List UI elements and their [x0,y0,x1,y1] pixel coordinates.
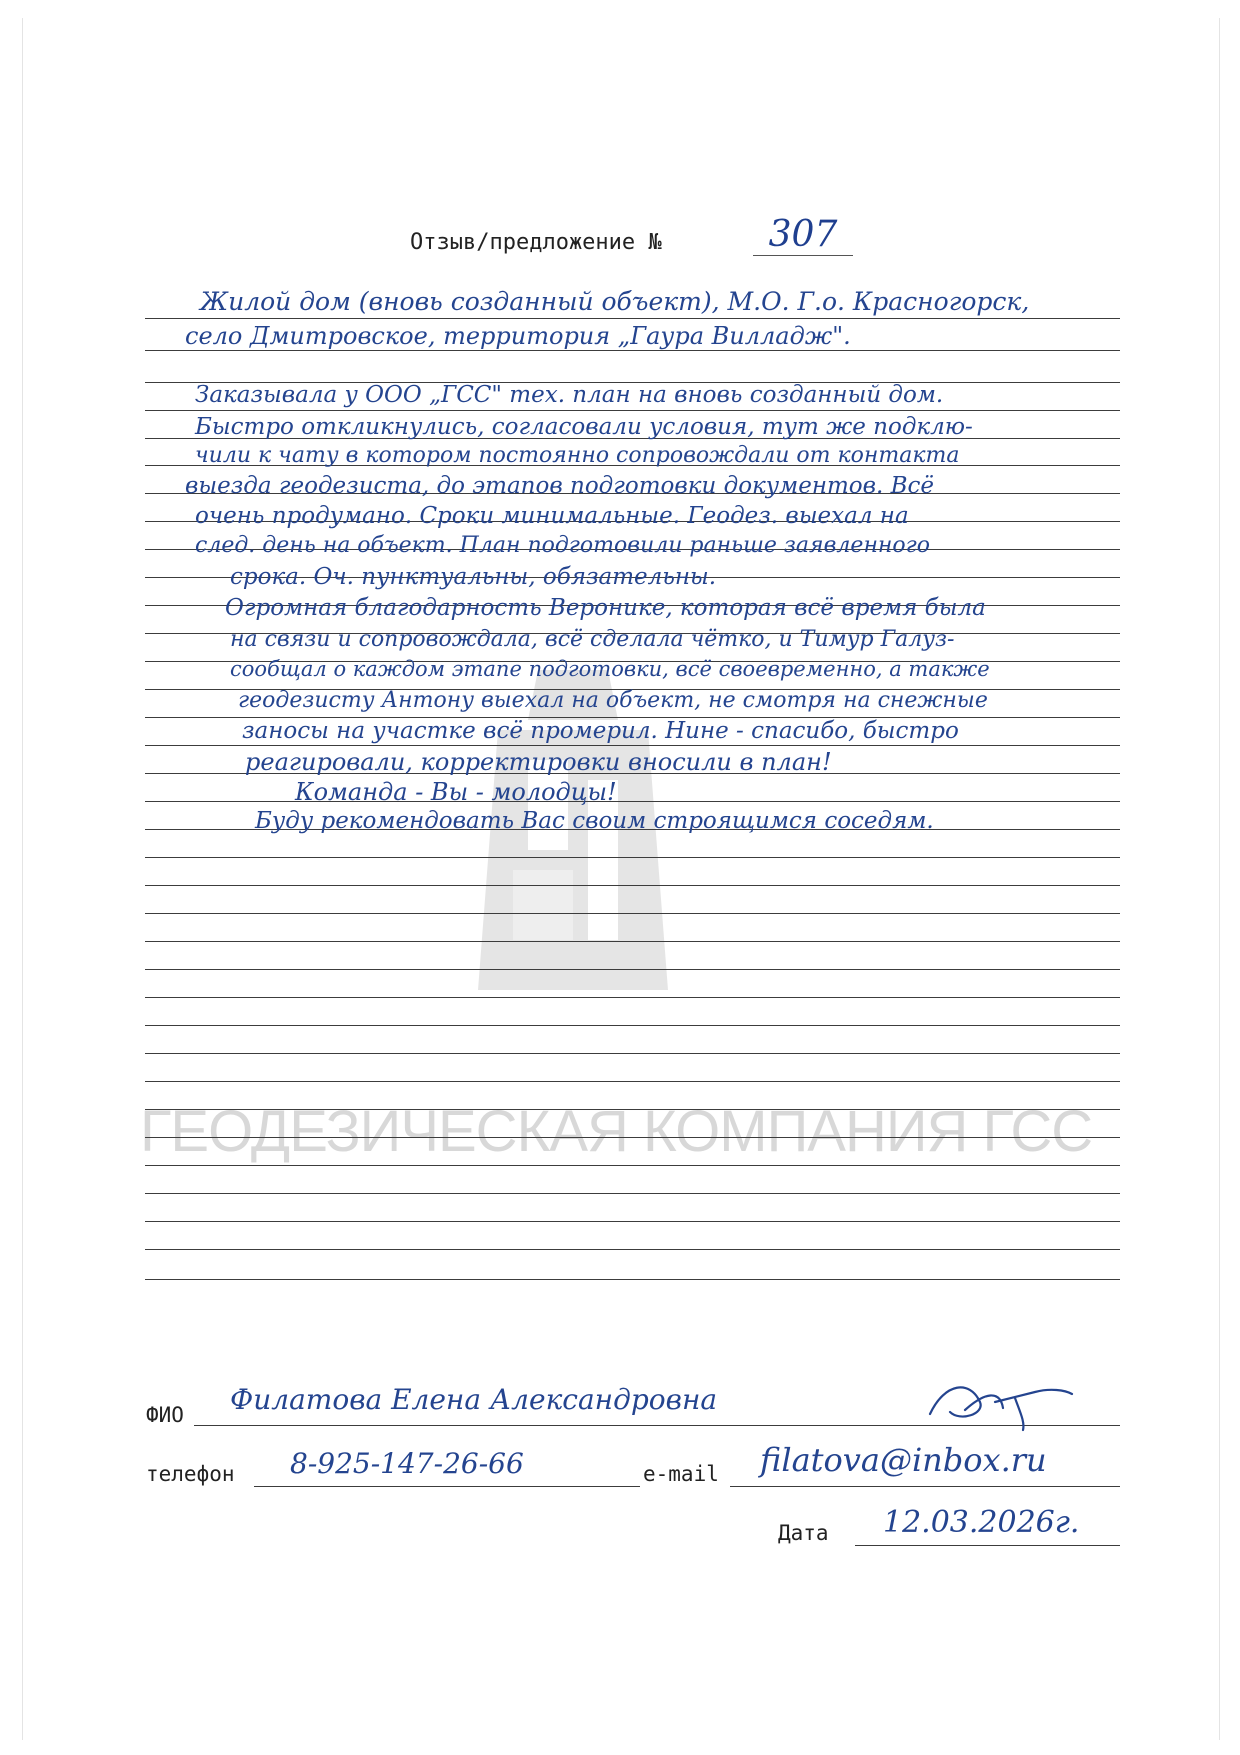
review-line: заносы на участке всё промерил. Нине - спасибо, быстро [242,718,959,744]
ruled-line [145,857,1120,858]
ruled-line [145,1109,1120,1110]
phone-value: 8-925-147-26-66 [290,1447,524,1480]
ruled-line [145,885,1120,886]
review-line: Буду рекомендовать Вас своим строящимся соседям. [255,808,934,834]
ruled-line [145,997,1120,998]
review-line: геодезисту Антону выехал на объект, не смотря на снежные [238,688,988,713]
review-line: очень продумано. Сроки минимальные. Геодез. выехал на [195,503,909,529]
ruled-line [145,941,1120,942]
ruled-line [145,410,1120,411]
phone-label: телефон [146,1462,235,1486]
handwritten-signature [925,1372,1075,1432]
ruled-line [145,1249,1120,1250]
ruled-line [145,1081,1120,1082]
fio-value: Филатова Елена Александровна [230,1383,718,1416]
phone-underline [254,1486,640,1487]
ruled-line [145,1137,1120,1138]
review-line: след. день на объект. План подготовили раньше заявленного [195,533,931,558]
ruled-line [145,801,1120,802]
company-emblem-watermark [468,660,678,1020]
review-line: на связи и сопровождала, всё сделала чётко, и Тимур Галуз- [230,627,955,652]
review-line: срока. Оч. пунктуальны, обязательны. [230,564,717,590]
review-line: Команда - Вы - молодцы! [295,778,617,806]
ruled-line [145,969,1120,970]
ruled-line [145,745,1120,746]
review-line: реагировали, корректировки вносили в план! [245,748,832,776]
review-line: Огромная благодарность Веронике, которая всё время была [225,595,986,621]
ruled-line [145,1025,1120,1026]
ruled-line [145,1193,1120,1194]
email-underline [730,1486,1120,1487]
date-label: Дата [778,1521,829,1545]
date-underline [855,1545,1120,1546]
company-name-watermark: ГЕОДЕЗИЧЕСКАЯ КОМПАНИЯ ГСС [140,1099,1093,1164]
ruled-line [145,1165,1120,1166]
email-value: filatova@inbox.ru [760,1441,1047,1479]
ruled-line [145,913,1120,914]
object-address-line: Жилой дом (вновь созданный объект), М.О. Г.о. Красногорск, [200,287,1030,316]
ruled-line [145,1221,1120,1222]
review-line: Быстро откликнулись, согласовали условия, тут же подклю- [195,414,973,440]
object-address-line: село Дмитровское, территория „Гаура Вилладж". [185,322,851,350]
review-line: Заказывала у ООО „ГСС" тех. план на вновь созданный дом. [195,382,944,408]
fio-label: ФИО [146,1403,184,1427]
ruled-line [145,318,1120,319]
ruled-line [145,350,1120,351]
email-label: e-mail [643,1462,719,1486]
review-line: сообщал о каждом этапе подготовки, всё своевременно, а также [230,657,990,681]
date-value: 12.03.2026г. [883,1505,1080,1540]
form-number: 307 [753,215,853,256]
form-title: Отзыв/предложение № [410,230,662,255]
review-line: чили к чату в котором постоянно сопровождали от контакта [195,443,960,468]
review-line: выезда геодезиста, до этапов подготовки документов. Всё [185,473,935,499]
ruled-line [145,1279,1120,1280]
ruled-line [145,1053,1120,1054]
